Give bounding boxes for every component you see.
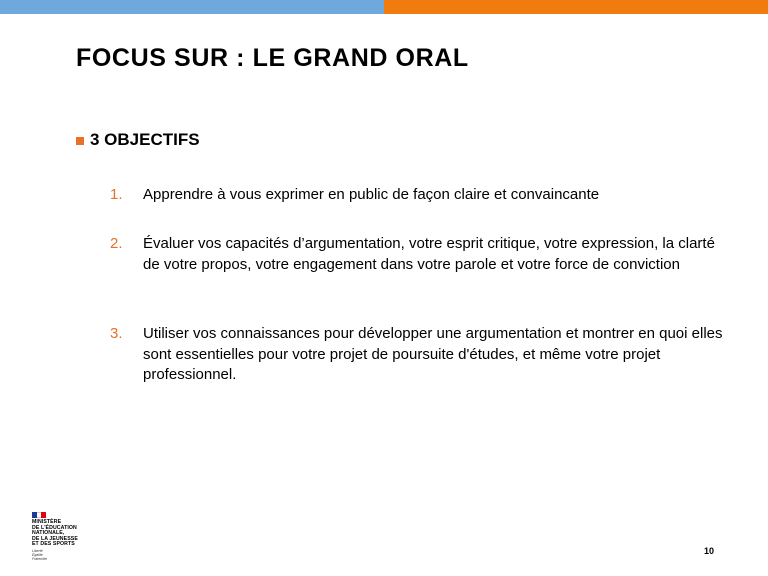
- top-bar-orange-segment: [384, 0, 768, 14]
- logo-motto-line: Liberté: [32, 548, 43, 553]
- square-bullet-icon: [76, 137, 84, 145]
- list-item: [110, 324, 730, 386]
- logo-line: DE LA JEUNESSE: [32, 535, 78, 542]
- logo-motto: [32, 549, 92, 561]
- section-heading: [76, 130, 200, 150]
- logo-line: DE L'ÉDUCATION: [32, 524, 77, 531]
- ministry-logo: [32, 512, 92, 561]
- french-flag-icon: [32, 512, 46, 518]
- top-color-bar: [0, 0, 768, 14]
- logo-line: MINISTÈRE: [32, 519, 62, 525]
- list-item: [110, 185, 730, 206]
- list-item-text: Apprendre à vous exprimer en public de façon claire et convaincante: [143, 186, 600, 203]
- list-item-number: 3.: [110, 325, 123, 342]
- list-item-text: Évaluer vos capacités d’argumentation, votre esprit critique, votre expression, la clarté de votre propos, votre engagement dans votre parole et votre force de conviction: [143, 235, 715, 273]
- list-item: [110, 234, 730, 275]
- logo-line: ET DES SPORTS: [32, 541, 75, 548]
- list-item-text: Utiliser vos connaissances pour développer une argumentation et montrer en quoi elles sont essentielles pour votre projet de poursuite d'études, et même votre projet professionnel.: [143, 325, 723, 383]
- logo-motto-line: Égalité: [32, 552, 43, 557]
- logo-motto-line: Fraternité: [32, 556, 47, 561]
- logo-line: NATIONALE,: [32, 530, 65, 537]
- slide-title: FOCUS SUR : LE GRAND ORAL: [76, 44, 469, 72]
- top-bar-blue-segment: [0, 0, 384, 14]
- page-number: 10: [704, 546, 715, 556]
- section-label: 3 OBJECTIFS: [90, 130, 200, 149]
- list-item-number: 1.: [110, 186, 123, 203]
- list-item-number: 2.: [110, 235, 123, 252]
